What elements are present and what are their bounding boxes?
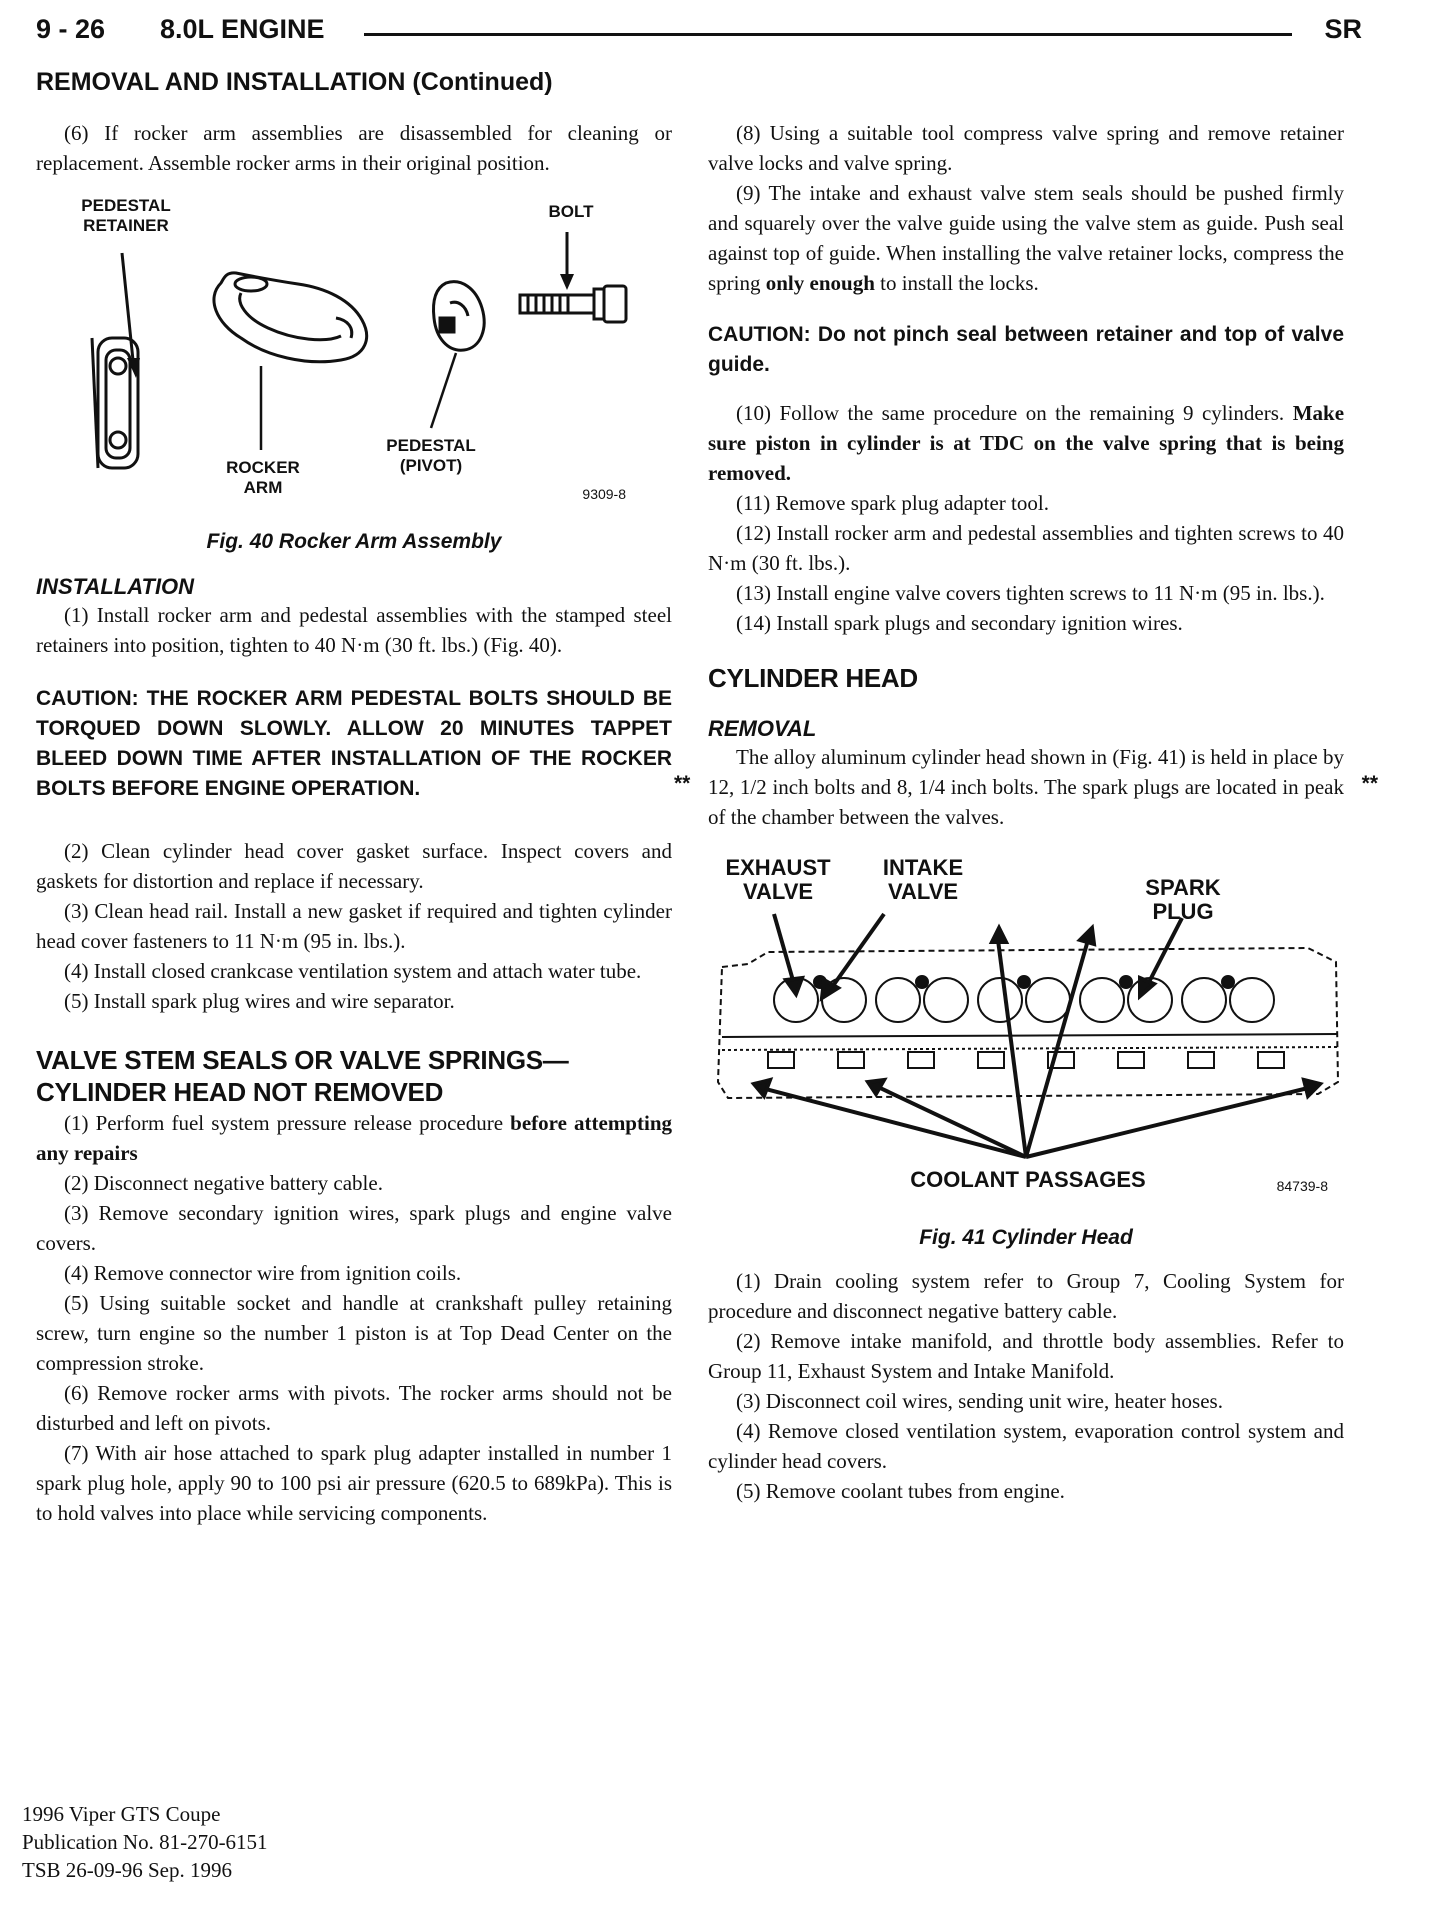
caution-rocker-bolts: CAUTION: THE ROCKER ARM PEDESTAL BOLTS SHOULD BE TORQUED DOWN SLOWLY. ALLOW 20 MINUTES TAPPET BLEED DOWN TIME AFTER INSTALLATION OF THE ROCKER BOLTS BEFORE ENGINE OPERATION. [36,687,672,800]
revision-marker-left: ** [674,772,691,795]
paragraph: (4) Remove closed ventilation system, evaporation control system and cylinder head covers. [708,1419,1344,1473]
heading-line: CYLINDER HEAD NOT REMOVED [36,1077,444,1107]
label-exhaust-valve [708,856,848,904]
page-number: 9 - 26 [36,14,106,44]
cylinder-head-drawing [718,948,1338,1098]
figure-code: 84739-8 [1276,1178,1328,1194]
left-column [36,118,672,1528]
label-line: SPARK [1145,875,1221,900]
cylinder-head-illustration [708,852,1344,1212]
label-line: PEDESTAL [81,196,171,215]
paragraph [36,1108,672,1168]
paragraph: (4) Remove connector wire from ignition coils. [64,1261,462,1285]
removal-heading: REMOVAL [708,716,817,741]
paragraph: (3) Remove secondary ignition wires, spark plugs and engine valve covers. [36,1201,672,1255]
label-line: RETAINER [83,216,169,235]
pedestal-pivot-drawing [434,282,485,350]
paragraph: (5) Install spark plug wires and wire separator. [64,989,455,1013]
footer-line: 1996 Viper GTS Coupe [22,1802,221,1826]
heading-line: VALVE STEM SEALS OR VALVE SPRINGS— [36,1045,569,1075]
valve-stem-heading [36,1044,672,1108]
paragraph: (13) Install engine valve covers tighten screws to 11 N·m (95 in. lbs.). [736,581,1325,605]
paragraph: The alloy aluminum cylinder head shown in (Fig. 41) is held in place by 12, 1/2 inch bolts and 8, 1/4 inch bolts. The spark plugs are located in peak of the chamber between the valves. [708,745,1344,829]
figure-41-caption: Fig. 41 Cylinder Head [919,1226,1133,1249]
caution-seal: CAUTION: Do not pinch seal between retainer and top of valve guide. [708,323,1344,376]
label-line: (PIVOT) [399,456,463,475]
text-bold: only enough [765,271,875,295]
paragraph: (1) Drain cooling system refer to Group 7, Cooling System for procedure and disconnect negative battery cable. [708,1269,1344,1323]
paragraph: (2) Remove intake manifold, and throttle body assemblies. Refer to Group 11, Exhaust System and Intake Manifold. [708,1329,1344,1383]
text-bold: Make sure piston in cylinder is at TDC on the valve spring that is being removed. [708,401,1345,485]
paragraph: (3) Disconnect coil wires, sending unit wire, heater hoses. [736,1389,1223,1413]
label-intake-valve [868,856,978,904]
install-steps [36,836,672,1016]
label-bolt: BOLT [548,202,594,221]
text-run: (9) The intake and exhaust valve stem seals should be pushed firmly and squarely over the valve guide using the valve stem as guide. Push seal against top of guide. When installing the valve retainer locks, compress the spring [708,181,1344,295]
paragraph: (8) Using a suitable tool compress valve spring and remove retainer valve locks and valve spring. [708,121,1344,175]
figure-code: 9309-8 [582,486,626,502]
paragraph: (2) Disconnect negative battery cable. [64,1171,383,1195]
pedestal-retainer-drawing [92,338,138,468]
footer-line: TSB 26-09-96 Sep. 1996 [22,1858,232,1882]
installation-heading: INSTALLATION [36,574,195,599]
header-badge: SR [1324,14,1362,44]
paragraph [708,398,1344,488]
paragraph: (2) Clean cylinder head cover gasket surface. Inspect covers and gaskets for distortion and replace if necessary. [36,839,672,893]
figure-41 [708,852,1344,1212]
paragraph: (11) Remove spark plug adapter tool. [736,491,1049,515]
rocker-arm-illustration [36,188,672,528]
paragraph: (6) If rocker arm assemblies are disassembled for cleaning or replacement. Assemble rocker arms in their original position. [36,121,672,175]
paragraph: (5) Using suitable socket and handle at crankshaft pulley retaining screw, turn engine so the number 1 piston is at Top Dead Center on the compression stroke. [36,1291,672,1375]
page-footer [22,1800,268,1884]
cylinder-head-heading: CYLINDER HEAD [708,663,918,693]
figure-40-caption: Fig. 40 Rocker Arm Assembly [206,530,502,553]
removal-steps [708,1266,1344,1506]
figure-40 [36,188,672,528]
page-header [36,14,1362,50]
text-run: to install the locks. [880,271,1039,295]
label-coolant-passages: COOLANT PASSAGES [910,1167,1146,1192]
rocker-arm-drawing [214,273,367,362]
header-rule [364,33,1292,36]
paragraph: (3) Clean head rail. Install a new gasket if required and tighten cylinder head cover fasteners to 11 N·m (95 in. lbs.). [36,899,672,953]
label-line: VALVE [887,879,959,904]
removal-intro [674,742,1378,832]
section-title: REMOVAL AND INSTALLATION (Continued) [36,68,553,96]
text-run: (10) Follow the same procedure on the remaining 9 cylinders. [736,401,1285,425]
paragraph: (7) With air hose attached to spark plug adapter installed in number 1 spark plug hole, apply 90 to 100 psi air pressure (620.5 to 689kPa). This is to hold valves into place while servicing components. [36,1441,672,1525]
right-column [674,118,1378,1506]
label-line: EXHAUST [725,855,831,880]
label-line: VALVE [742,879,814,904]
paragraph [708,178,1344,298]
label-line: INTAKE [882,855,964,880]
label-line: ROCKER [226,458,300,477]
paragraph: (6) Remove rocker arms with pivots. The rocker arms should not be disturbed and left on pivots. [36,1381,672,1435]
revision-marker-right: ** [1361,772,1378,795]
text-bold: before attempting any repairs [36,1111,672,1165]
label-pedestal-retainer [66,196,186,236]
paragraph: (1) Install rocker arm and pedestal assemblies with the stamped steel retainers into position, tighten to 40 N·m (30 ft. lbs.) (Fig. 40). [36,603,672,657]
paragraph: (5) Remove coolant tubes from engine. [736,1479,1065,1503]
label-line: PLUG [1152,899,1214,924]
label-pedestal-pivot [376,436,486,476]
chapter-title: 8.0L ENGINE [160,14,325,44]
label-rocker-arm [208,458,318,498]
bolt-drawing [520,286,626,322]
footer-line: Publication No. 81-270-6151 [22,1830,268,1854]
paragraph: (4) Install closed crankcase ventilation system and attach water tube. [64,959,642,983]
label-spark-plug [1128,876,1238,924]
text-run: (1) Perform fuel system pressure release procedure [64,1111,504,1135]
paragraph: (14) Install spark plugs and secondary ignition wires. [736,611,1183,635]
label-line: PEDESTAL [386,436,476,455]
label-line: ARM [243,478,283,497]
paragraph: (12) Install rocker arm and pedestal assemblies and tighten screws to 40 N·m (30 ft. lbs.). [708,521,1344,575]
